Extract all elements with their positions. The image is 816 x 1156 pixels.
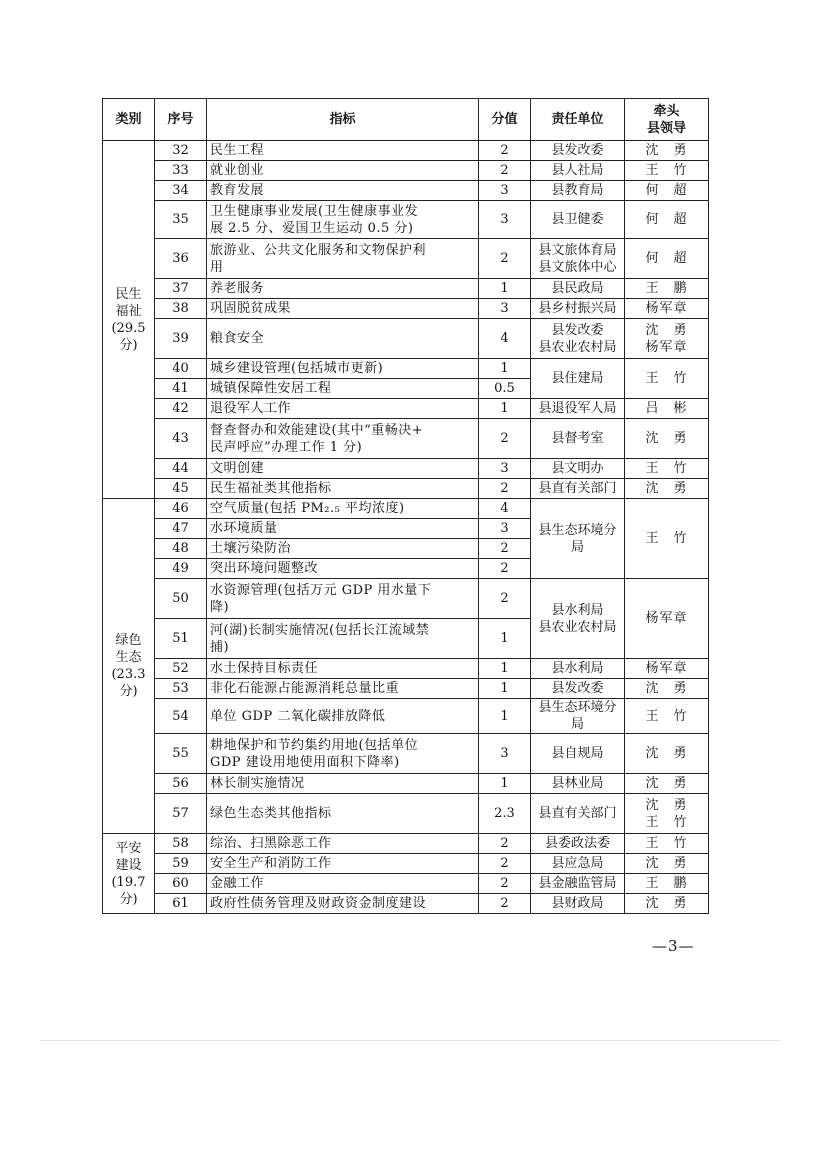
row-indicator: 林长制实施情况 — [207, 774, 479, 794]
table-row — [103, 459, 709, 479]
row-indicator: 粮食安全 — [207, 319, 479, 359]
row-score: 2 — [479, 874, 531, 894]
row-leader: 王 竹 — [625, 459, 709, 479]
row-indicator: 城镇保障性安居工程 — [207, 379, 479, 399]
row-leader: 王 鹏 — [625, 279, 709, 299]
table-row — [103, 834, 709, 854]
row-unit: 县退役军人局 — [531, 399, 625, 419]
row-score: 3 — [479, 201, 531, 239]
row-unit: 县直有关部门 — [531, 479, 625, 499]
row-score: 1 — [479, 359, 531, 379]
row-score: 4 — [479, 499, 531, 519]
row-unit: 县财政局 — [531, 894, 625, 914]
table-row — [103, 699, 709, 734]
row-score: 3 — [479, 734, 531, 774]
row-leader: 王 竹 — [625, 359, 709, 399]
row-score: 4 — [479, 319, 531, 359]
row-indicator: 单位 GDP 二氧化碳排放降低 — [207, 699, 479, 734]
row-score: 3 — [479, 519, 531, 539]
row-seq: 52 — [155, 659, 207, 679]
table-row — [103, 299, 709, 319]
row-leader: 王 竹 — [625, 499, 709, 579]
table-row — [103, 201, 709, 239]
row-unit: 县民政局 — [531, 279, 625, 299]
table-row — [103, 854, 709, 874]
row-score: 1 — [479, 659, 531, 679]
table-header-row — [103, 99, 709, 141]
row-score: 2 — [479, 141, 531, 161]
row-score: 2 — [479, 579, 531, 619]
row-seq: 56 — [155, 774, 207, 794]
row-seq: 36 — [155, 239, 207, 279]
row-unit: 县自规局 — [531, 734, 625, 774]
row-seq: 35 — [155, 201, 207, 239]
row-unit: 县文明办 — [531, 459, 625, 479]
row-indicator: 综治、扫黑除恶工作 — [207, 834, 479, 854]
row-leader: 沈 勇 — [625, 894, 709, 914]
row-indicator: 民生工程 — [207, 141, 479, 161]
row-score: 2 — [479, 161, 531, 181]
row-indicator: 水资源管理(包括万元 GDP 用水量下 降) — [207, 579, 479, 619]
table-row — [103, 499, 709, 519]
row-leader: 沈 勇 — [625, 679, 709, 699]
row-score: 2 — [479, 419, 531, 459]
row-leader: 沈 勇 — [625, 419, 709, 459]
table-row — [103, 774, 709, 794]
row-score: 1 — [479, 619, 531, 659]
row-seq: 54 — [155, 699, 207, 734]
row-score: 2 — [479, 894, 531, 914]
row-leader: 沈 勇 王 竹 — [625, 794, 709, 834]
row-leader: 吕 彬 — [625, 399, 709, 419]
row-indicator: 民生福祉类其他指标 — [207, 479, 479, 499]
row-indicator: 水土保持目标责任 — [207, 659, 479, 679]
row-indicator: 非化石能源占能源消耗总量比重 — [207, 679, 479, 699]
table-row — [103, 319, 709, 359]
row-unit: 县发改委 — [531, 679, 625, 699]
row-indicator: 养老服务 — [207, 279, 479, 299]
row-indicator: 卫生健康事业发展(卫生健康事业发 展 2.5 分、爱国卫生运动 0.5 分) — [207, 201, 479, 239]
row-leader: 何 超 — [625, 239, 709, 279]
table-row — [103, 894, 709, 914]
table-row — [103, 874, 709, 894]
row-unit: 县人社局 — [531, 161, 625, 181]
row-indicator: 就业创业 — [207, 161, 479, 181]
row-seq: 61 — [155, 894, 207, 914]
table-row — [103, 181, 709, 201]
table-row — [103, 794, 709, 834]
row-score: 0.5 — [479, 379, 531, 399]
row-indicator: 政府性债务管理及财政资金制度建设 — [207, 894, 479, 914]
table-row — [103, 279, 709, 299]
row-seq: 44 — [155, 459, 207, 479]
header-unit: 责任单位 — [531, 99, 625, 141]
row-seq: 51 — [155, 619, 207, 659]
table-row — [103, 479, 709, 499]
header-seq: 序号 — [155, 99, 207, 141]
row-seq: 57 — [155, 794, 207, 834]
row-unit: 县水利局 — [531, 659, 625, 679]
row-leader: 沈 勇 — [625, 854, 709, 874]
row-indicator: 河(湖)长制实施情况(包括长江流域禁 捕) — [207, 619, 479, 659]
table-row — [103, 419, 709, 459]
row-unit: 县水利局 县农业农村局 — [531, 579, 625, 659]
row-unit: 县生态环境分局 — [531, 699, 625, 734]
row-score: 1 — [479, 399, 531, 419]
row-unit: 县督考室 — [531, 419, 625, 459]
row-seq: 59 — [155, 854, 207, 874]
table-row — [103, 679, 709, 699]
row-unit: 县住建局 — [531, 359, 625, 399]
row-seq: 46 — [155, 499, 207, 519]
row-seq: 58 — [155, 834, 207, 854]
row-unit: 县教育局 — [531, 181, 625, 201]
category-pingan: 平安 建设 (19.7 分) — [103, 834, 155, 914]
row-leader: 何 超 — [625, 201, 709, 239]
row-indicator: 土壤污染防治 — [207, 539, 479, 559]
row-seq: 38 — [155, 299, 207, 319]
row-score: 2 — [479, 834, 531, 854]
row-leader: 王 鹏 — [625, 874, 709, 894]
row-score: 2 — [479, 479, 531, 499]
row-indicator: 城乡建设管理(包括城市更新) — [207, 359, 479, 379]
header-leader-line1: 牵头 — [653, 103, 680, 119]
row-score: 1 — [479, 679, 531, 699]
row-unit: 县文旅体育局 县文旅体中心 — [531, 239, 625, 279]
row-seq: 33 — [155, 161, 207, 181]
row-indicator: 突出环境问题整改 — [207, 559, 479, 579]
row-seq: 40 — [155, 359, 207, 379]
row-indicator: 耕地保护和节约集约用地(包括单位 GDP 建设用地使用面积下降率) — [207, 734, 479, 774]
row-unit: 县发改委 县农业农村局 — [531, 319, 625, 359]
row-seq: 39 — [155, 319, 207, 359]
table-row — [103, 734, 709, 774]
page-number: —3— — [652, 937, 695, 955]
category-minsheng: 民生 福祉 (29.5 分) — [103, 141, 155, 499]
row-leader: 王 竹 — [625, 699, 709, 734]
row-unit: 县委政法委 — [531, 834, 625, 854]
row-unit: 县乡村振兴局 — [531, 299, 625, 319]
row-seq: 50 — [155, 579, 207, 619]
row-score: 2 — [479, 539, 531, 559]
row-seq: 60 — [155, 874, 207, 894]
row-unit: 县金融监管局 — [531, 874, 625, 894]
row-unit: 县卫健委 — [531, 201, 625, 239]
table-row — [103, 359, 709, 379]
row-seq: 37 — [155, 279, 207, 299]
header-leader-line2: 县领导 — [646, 120, 686, 136]
table-row — [103, 239, 709, 279]
table-row — [103, 579, 709, 619]
row-indicator: 退役军人工作 — [207, 399, 479, 419]
header-indicator: 指标 — [207, 99, 479, 141]
row-indicator: 水环境质量 — [207, 519, 479, 539]
row-seq: 32 — [155, 141, 207, 161]
row-leader: 沈 勇 — [625, 141, 709, 161]
row-score: 1 — [479, 699, 531, 734]
row-leader: 杨军章 — [625, 299, 709, 319]
row-seq: 48 — [155, 539, 207, 559]
row-seq: 43 — [155, 419, 207, 459]
table-row — [103, 141, 709, 161]
row-unit: 县林业局 — [531, 774, 625, 794]
row-unit: 县直有关部门 — [531, 794, 625, 834]
header-category: 类别 — [103, 99, 155, 141]
row-score: 3 — [479, 181, 531, 201]
row-indicator: 绿色生态类其他指标 — [207, 794, 479, 834]
row-indicator: 金融工作 — [207, 874, 479, 894]
row-seq: 55 — [155, 734, 207, 774]
row-leader: 沈 勇 杨军章 — [625, 319, 709, 359]
row-leader: 何 超 — [625, 181, 709, 201]
header-leader — [625, 99, 709, 141]
row-seq: 45 — [155, 479, 207, 499]
table-row — [103, 161, 709, 181]
row-seq: 41 — [155, 379, 207, 399]
row-indicator: 督查督办和效能建设(其中“重畅决+ 民声呼应”办理工作 1 分) — [207, 419, 479, 459]
row-seq: 49 — [155, 559, 207, 579]
row-score: 2 — [479, 559, 531, 579]
row-unit: 县生态环境分局 — [531, 499, 625, 579]
row-score: 3 — [479, 299, 531, 319]
row-leader: 沈 勇 — [625, 734, 709, 774]
row-leader: 王 竹 — [625, 834, 709, 854]
row-leader: 王 竹 — [625, 161, 709, 181]
row-indicator: 巩固脱贫成果 — [207, 299, 479, 319]
row-score: 2 — [479, 854, 531, 874]
row-leader: 杨军章 — [625, 579, 709, 659]
indicator-table — [102, 98, 709, 914]
row-score: 1 — [479, 279, 531, 299]
row-score: 1 — [479, 774, 531, 794]
row-seq: 53 — [155, 679, 207, 699]
row-score: 2.3 — [479, 794, 531, 834]
scan-divider — [40, 1040, 780, 1041]
header-score: 分值 — [479, 99, 531, 141]
row-indicator: 空气质量(包括 PM₂.₅ 平均浓度) — [207, 499, 479, 519]
row-indicator: 安全生产和消防工作 — [207, 854, 479, 874]
row-seq: 42 — [155, 399, 207, 419]
row-unit: 县发改委 — [531, 141, 625, 161]
row-score: 2 — [479, 239, 531, 279]
table-row — [103, 399, 709, 419]
row-seq: 34 — [155, 181, 207, 201]
row-leader: 沈 勇 — [625, 479, 709, 499]
row-indicator: 教育发展 — [207, 181, 479, 201]
row-leader: 沈 勇 — [625, 774, 709, 794]
category-lvse: 绿色 生态 (23.3 分) — [103, 499, 155, 834]
row-seq: 47 — [155, 519, 207, 539]
row-indicator: 文明创建 — [207, 459, 479, 479]
row-unit: 县应急局 — [531, 854, 625, 874]
row-indicator: 旅游业、公共文化服务和文物保护利 用 — [207, 239, 479, 279]
row-leader: 杨军章 — [625, 659, 709, 679]
table-row — [103, 659, 709, 679]
row-score: 3 — [479, 459, 531, 479]
